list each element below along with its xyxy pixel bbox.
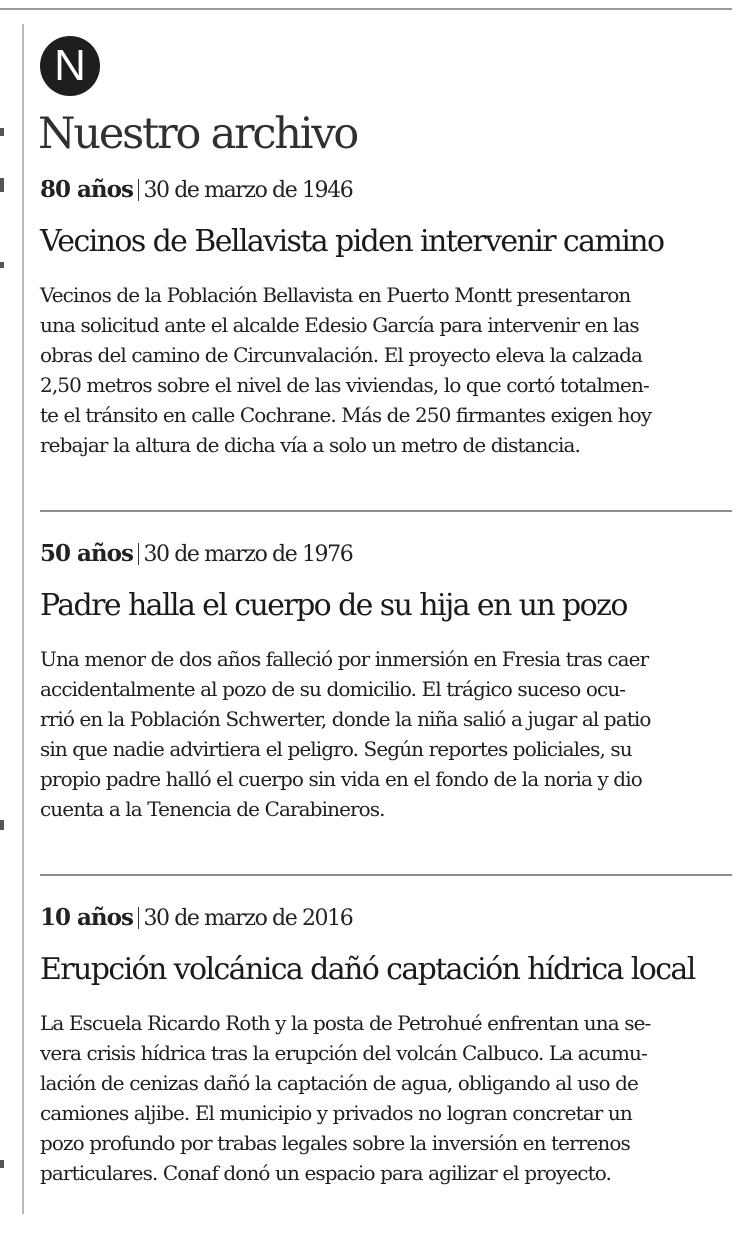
entry-headline: Padre halla el cuerpo de su hija en un pozo [40, 588, 627, 623]
dateline-separator [138, 907, 140, 929]
edge-mark [0, 262, 4, 268]
entry-dateline [40, 172, 732, 208]
entry-date: 30 de marzo de 2016 [143, 906, 353, 931]
body-line: rrió en la Población Schwerter, donde la niña salió a jugar al patio [40, 707, 651, 731]
entry-body [40, 1008, 732, 1188]
top-rule [0, 8, 732, 10]
body-line: 2,50 metros sobre el nivel de las viviendas, lo que cortó totalmen- [40, 373, 649, 397]
entry-dateline [40, 900, 732, 936]
entry-headline: Erupción volcánica dañó captación hídrica local [40, 952, 695, 987]
body-line: rebajar la altura de dicha vía a solo un metro de distancia. [40, 433, 580, 457]
body-line: particulares. Conaf donó un espacio para agilizar el proyecto. [40, 1161, 611, 1185]
entry-headline: Vecinos de Bellavista piden intervenir camino [40, 224, 664, 259]
body-line: pozo profundo por trabas legales sobre la inversión en terrenos [40, 1131, 630, 1155]
entry-date: 30 de marzo de 1976 [143, 542, 353, 567]
dateline-separator [138, 179, 140, 201]
entry-years: 50 años [40, 540, 133, 567]
body-line: obras del camino de Circunvalación. El proyecto eleva la calzada [40, 343, 643, 367]
dateline-separator [138, 543, 140, 565]
entry-years: 80 años [40, 176, 133, 203]
entry-body [40, 644, 732, 824]
edge-mark [0, 820, 4, 830]
body-line: La Escuela Ricardo Roth y la posta de Petrohué enfrentan una se- [40, 1011, 651, 1035]
body-line: accidentalmente al pozo de su domicilio. El trágico suceso ocu- [40, 677, 626, 701]
entry-body [40, 280, 732, 460]
body-line: vera crisis hídrica tras la erupción del volcán Calbuco. La acumu- [40, 1041, 647, 1065]
body-line: te el tránsito en calle Cochrane. Más de 250 firmantes exigen hoy [40, 403, 652, 427]
body-line: camiones aljibe. El municipio y privados no logran concretar un [40, 1101, 632, 1125]
archive-entry-50-years [40, 536, 732, 824]
entry-dateline [40, 536, 732, 572]
body-line: cuenta a la Tenencia de Carabineros. [40, 797, 385, 821]
edge-mark [0, 1160, 4, 1168]
edge-mark [0, 178, 4, 192]
body-line: propio padre halló el cuerpo sin vida en el fondo de la noria y dio [40, 767, 642, 791]
edge-mark [0, 128, 4, 136]
body-line: Vecinos de la Población Bellavista en Puerto Montt presentaron [40, 283, 631, 307]
entry-date: 30 de marzo de 1946 [143, 178, 353, 203]
section-badge: N [40, 36, 100, 96]
section-title: Nuestro archivo [38, 109, 358, 159]
entry-years: 10 años [40, 904, 133, 931]
archive-entry-80-years [40, 172, 732, 460]
body-line: sin que nadie advirtiera el peligro. Según reportes policiales, su [40, 737, 632, 761]
entry-divider [40, 510, 732, 512]
column-rule [22, 24, 24, 1214]
body-line: una solicitud ante el alcalde Edesio García para intervenir en las [40, 313, 639, 337]
body-line: lación de cenizas dañó la captación de agua, obligando al uso de [40, 1071, 638, 1095]
archive-entry-10-years [40, 900, 732, 1188]
body-line: Una menor de dos años falleció por inmersión en Fresia tras caer [40, 647, 649, 671]
entry-divider [40, 874, 732, 876]
